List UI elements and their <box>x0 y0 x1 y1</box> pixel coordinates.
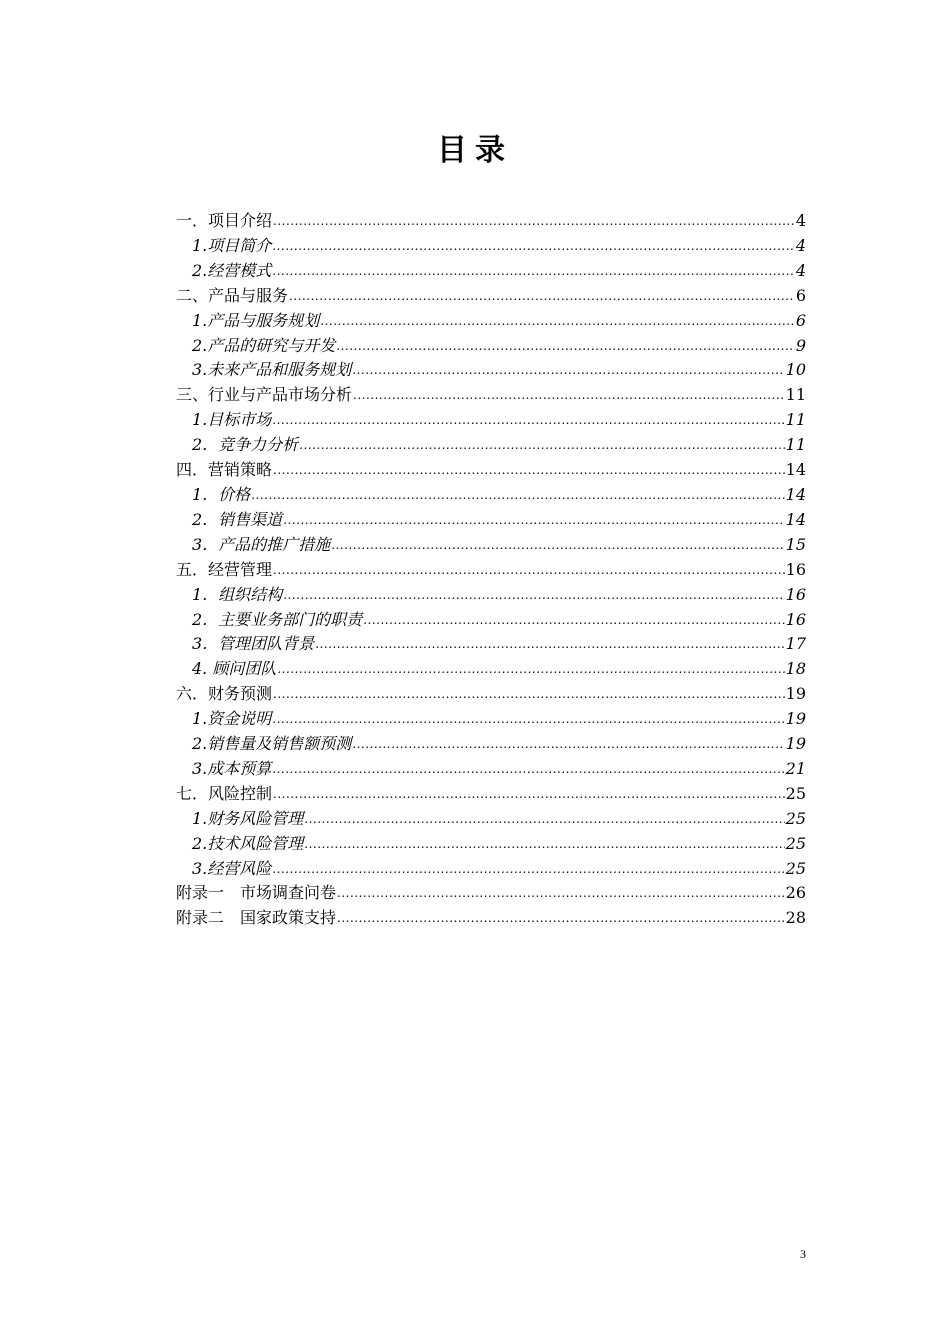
toc-entry-subsection[interactable] <box>176 309 806 334</box>
toc-dot-leader <box>273 457 785 483</box>
toc-entry-page-number: 14 <box>785 509 806 529</box>
toc-dot-leader <box>272 706 784 732</box>
toc-entry-subsection[interactable] <box>176 857 806 882</box>
toc-entry-page-number: 16 <box>785 609 806 629</box>
toc-dot-leader <box>272 407 784 433</box>
toc-entry-label: 3.成本预算 <box>192 758 272 778</box>
toc-entry-label: 三、行业与产品市场分析 <box>176 385 353 405</box>
toc-dot-leader <box>353 382 785 408</box>
toc-entry-subsection[interactable] <box>176 483 806 508</box>
toc-entry-subsection[interactable] <box>176 807 806 832</box>
toc-entry-section[interactable] <box>176 782 806 807</box>
toc-entry-section[interactable] <box>176 682 806 707</box>
toc-dot-leader <box>277 656 784 682</box>
toc-entry-page-number: 16 <box>785 559 806 579</box>
toc-dot-leader <box>337 880 785 906</box>
toc-entry-page-number: 4 <box>795 260 806 280</box>
toc-entry-label: 3.未来产品和服务规划 <box>192 360 352 380</box>
toc-entry-label: 2.经营模式 <box>192 260 272 280</box>
toc-entry-section[interactable] <box>176 458 806 483</box>
toc-entry-label: 1.项目简介 <box>192 235 272 255</box>
toc-entry-label: 附录一 市场调查问卷 <box>176 883 337 903</box>
toc-entry-label: 1.目标市场 <box>192 410 272 430</box>
toc-dot-leader <box>251 482 784 508</box>
toc-dot-leader <box>273 681 785 707</box>
toc-title: 目录 <box>437 133 513 168</box>
toc-entry-subsection[interactable] <box>176 707 806 732</box>
table-of-contents <box>176 209 806 931</box>
toc-entry-subsection[interactable] <box>176 832 806 857</box>
toc-entry-label: 4. 顾问团队 <box>192 659 277 679</box>
toc-dot-leader <box>320 308 795 334</box>
toc-entry-label: 五．经营管理 <box>176 559 273 579</box>
toc-entry-label: 七．风险控制 <box>176 783 273 803</box>
toc-entry-page-number: 28 <box>785 908 806 928</box>
toc-entry-page-number: 21 <box>785 758 806 778</box>
toc-entry-subsection[interactable] <box>176 533 806 558</box>
toc-entry-label: 3．产品的推广措施 <box>192 534 331 554</box>
toc-entry-label: 2．销售渠道 <box>192 509 283 529</box>
toc-entry-page-number: 14 <box>785 460 806 480</box>
toc-entry-label: 1.财务风险管理 <box>192 808 304 828</box>
toc-entry-subsection[interactable] <box>176 234 806 259</box>
toc-entry-subsection[interactable] <box>176 632 806 657</box>
toc-dot-leader <box>315 631 784 657</box>
toc-dot-leader <box>337 905 785 931</box>
toc-entry-subsection[interactable] <box>176 657 806 682</box>
toc-entry-label: 2.技术风险管理 <box>192 833 304 853</box>
toc-entry-subsection[interactable] <box>176 757 806 782</box>
toc-entry-label: 六．财务预测 <box>176 684 273 704</box>
toc-dot-leader <box>289 283 795 309</box>
toc-entry-label: 1.产品与服务规划 <box>192 310 320 330</box>
toc-entry-page-number: 11 <box>785 385 806 405</box>
toc-entry-subsection[interactable] <box>176 508 806 533</box>
toc-entry-subsection[interactable] <box>176 583 806 608</box>
toc-entry-section[interactable] <box>176 383 806 408</box>
toc-entry-subsection[interactable] <box>176 408 806 433</box>
toc-entry-page-number: 15 <box>785 534 806 554</box>
toc-entry-subsection[interactable] <box>176 334 806 359</box>
toc-entry-label: 3.经营风险 <box>192 858 272 878</box>
toc-entry-label: 1．组织结构 <box>192 584 283 604</box>
toc-dot-leader <box>283 582 784 608</box>
toc-entry-page-number: 17 <box>785 634 806 654</box>
toc-dot-leader <box>272 756 784 782</box>
toc-entry-label: 二、产品与服务 <box>176 285 289 305</box>
toc-entry-page-number: 6 <box>795 285 806 305</box>
toc-entry-page-number: 18 <box>785 659 806 679</box>
toc-entry-section[interactable] <box>176 209 806 234</box>
toc-entry-label: 1．价格 <box>192 484 251 504</box>
toc-dot-leader <box>363 607 784 633</box>
toc-entry-page-number: 4 <box>795 211 806 230</box>
toc-entry-subsection[interactable] <box>176 259 806 284</box>
toc-dot-leader <box>299 432 784 458</box>
toc-entry-label: 2．主要业务部门的职责 <box>192 609 363 629</box>
toc-entry-page-number: 25 <box>785 808 806 828</box>
toc-entry-page-number: 26 <box>785 883 806 903</box>
toc-dot-leader <box>272 258 795 284</box>
toc-entry-subsection[interactable] <box>176 732 806 757</box>
toc-entry-label: 2．竞争力分析 <box>192 435 299 455</box>
toc-entry-label: 2.产品的研究与开发 <box>192 335 336 355</box>
toc-dot-leader <box>273 781 785 807</box>
toc-dot-leader <box>331 532 784 558</box>
toc-entry-section[interactable] <box>176 906 806 931</box>
toc-entry-page-number: 11 <box>785 435 806 455</box>
toc-entry-subsection[interactable] <box>176 608 806 633</box>
toc-entry-page-number: 14 <box>785 484 806 504</box>
toc-dot-leader <box>273 557 785 583</box>
toc-entry-page-number: 6 <box>795 310 806 330</box>
toc-dot-leader <box>352 731 784 757</box>
toc-dot-leader <box>272 233 795 259</box>
toc-dot-leader <box>352 357 784 383</box>
toc-dot-leader <box>272 856 784 882</box>
toc-entry-page-number: 10 <box>785 360 806 380</box>
toc-entry-section[interactable] <box>176 881 806 906</box>
toc-entry-label: 2.销售量及销售额预测 <box>192 734 352 754</box>
toc-entry-page-number: 25 <box>785 833 806 853</box>
toc-entry-section[interactable] <box>176 284 806 309</box>
toc-dot-leader <box>273 208 795 234</box>
toc-entry-label: 四．营销策略 <box>176 460 273 480</box>
toc-entry-page-number: 25 <box>785 858 806 878</box>
page-number: 3 <box>800 1247 806 1261</box>
toc-entry-page-number: 16 <box>785 584 806 604</box>
toc-entry-subsection[interactable] <box>176 358 806 383</box>
toc-entry-page-number: 19 <box>785 709 806 729</box>
toc-dot-leader <box>304 806 784 832</box>
toc-entry-section[interactable] <box>176 558 806 583</box>
toc-entry-page-number: 19 <box>785 684 806 704</box>
toc-entry-label: 一．项目介绍 <box>176 211 273 230</box>
toc-entry-label: 1.资金说明 <box>192 709 272 729</box>
toc-dot-leader <box>283 507 784 533</box>
toc-entry-page-number: 19 <box>785 734 806 754</box>
toc-entry-page-number: 25 <box>785 783 806 803</box>
toc-entry-label: 附录二 国家政策支持 <box>176 908 337 928</box>
toc-entry-page-number: 4 <box>795 235 806 255</box>
toc-dot-leader <box>304 831 784 857</box>
toc-entry-page-number: 11 <box>785 410 806 430</box>
toc-entry-page-number: 9 <box>795 335 806 355</box>
toc-entry-label: 3．管理团队背景 <box>192 634 315 654</box>
toc-dot-leader <box>336 333 795 359</box>
toc-entry-subsection[interactable] <box>176 433 806 458</box>
